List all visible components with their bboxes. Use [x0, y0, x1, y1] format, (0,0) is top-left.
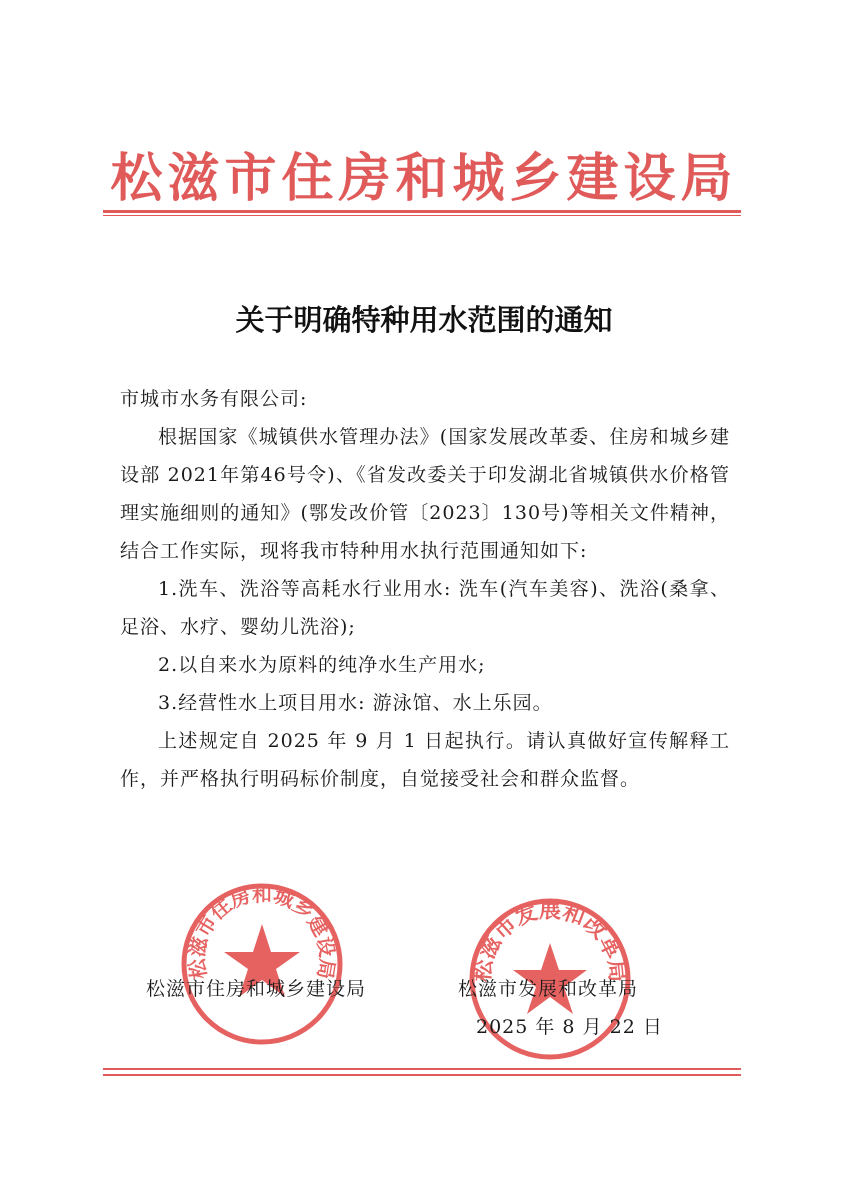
letterhead-rule-thick [103, 210, 741, 213]
paragraph-effective-date: 上述规定自 2025 年 9 月 1 日起执行。请认真做好宣传解释工作，并严格执行明码标价制度，自觉接受社会和群众监督。 [120, 730, 730, 790]
paragraph-intro: 根据国家《城镇供水管理办法》(国家发展改革委、住房和城乡建设部 2021年第46号令)、《省发改委关于印发湖北省城镇供水价格管理实施细则的通知》(鄂发改价管〔2023〕130号)等相关文件精神，结合工作实际，现将我市特种用水执行范围通知如下: [120, 426, 730, 562]
footer-rule-bottom [103, 1074, 741, 1076]
letterhead-rule-thin [103, 215, 741, 216]
svg-text:松滋市住房和城乡建设局: 松滋市住房和城乡建设局 [184, 881, 340, 981]
paragraph-item-2: 2.以自来水为原料的纯净水生产用水; [158, 654, 486, 676]
document-title: 关于明确特种用水范围的通知 [235, 303, 613, 337]
addressee: 市城市水务有限公司: [120, 388, 308, 410]
housing-bureau-seal [178, 880, 346, 1048]
paragraph-item-3: 3.经营性水上项目用水: 游泳馆、水上乐园。 [158, 692, 553, 714]
svg-text:松滋市发展和改革局: 松滋市发展和改革局 [469, 897, 631, 984]
paragraph-item-1: 1.洗车、洗浴等高耗水行业用水: 洗车(汽车美容)、洗浴(桑拿、足浴、水疗、婴幼儿洗浴); [120, 578, 730, 638]
footer-rule-top [103, 1068, 741, 1070]
letterhead-org-name: 松滋市住房和城乡建设局 [110, 148, 738, 209]
signature-housing-bureau: 松滋市住房和城乡建设局 [146, 978, 367, 1000]
document-body [120, 380, 730, 798]
signature-date: 2025 年 8 月 22 日 [476, 1016, 663, 1038]
signature-development-reform-bureau: 松滋市发展和改革局 [458, 978, 639, 1000]
